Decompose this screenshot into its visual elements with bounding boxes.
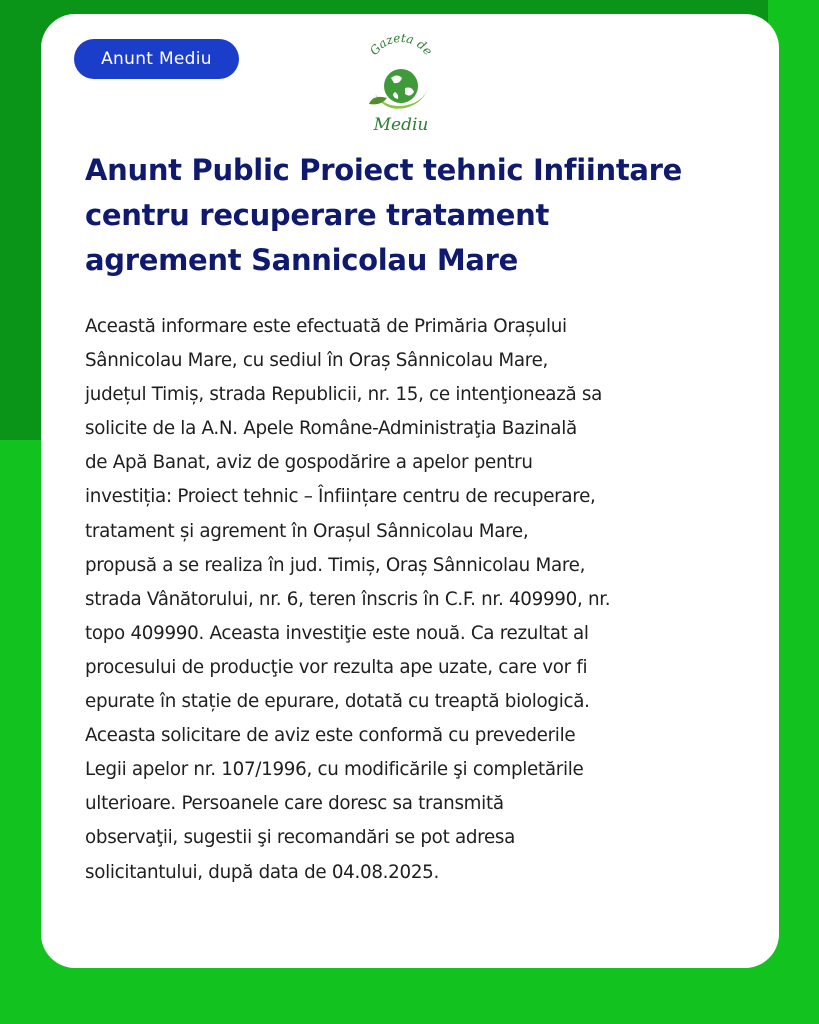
category-badge: Anunt Mediu <box>74 39 239 79</box>
body-line: propusă a se realiza în jud. Timiș, Oraș Sânnicolau Mare, <box>85 554 586 576</box>
body-line: procesului de producţie vor rezulta ape uzate, care vor fi <box>85 656 588 678</box>
svg-text:Gazeta de <box>367 31 435 58</box>
body-line: investiția: Proiect tehnic – Înființare centru de recuperare, <box>85 486 596 508</box>
body-line: tratament și agrement în Orașul Sânnicolau Mare, <box>85 520 529 542</box>
page-title <box>85 148 755 283</box>
body-line: Această informare este efectuată de Primăria Orașului <box>85 316 567 337</box>
logo-text-bottom: Mediu <box>373 115 429 135</box>
body-line: Legii apelor nr. 107/1996, cu modificările şi completările <box>85 759 584 781</box>
body-line: observaţii, sugestii şi recomandări se pot adresa <box>85 827 516 849</box>
body-line: județul Timiș, strada Republicii, nr. 15, ce intenţionează sa <box>85 384 603 406</box>
announcement-body <box>85 310 761 890</box>
title-line: agrement Sannicolau Mare <box>85 243 519 277</box>
body-line: solicitantului, după data de 04.08.2025. <box>85 861 440 883</box>
body-line: Sânnicolau Mare, cu sediul în Oraș Sânnicolau Mare, <box>85 350 549 372</box>
body-line: topo 409990. Aceasta investiţie este nouă. Ca rezultat al <box>85 622 589 644</box>
globe-icon <box>384 69 418 103</box>
body-line: Aceasta solicitare de aviz este conformă cu prevederile <box>85 725 576 747</box>
title-line: centru recuperare tratament <box>85 198 550 232</box>
title-line: Anunt Public Proiect tehnic Infiintare <box>85 153 683 187</box>
logo-text-top: Gazeta de <box>366 30 436 58</box>
gazeta-de-mediu-logo <box>355 28 447 140</box>
announcement-card <box>41 14 779 968</box>
body-line: strada Vânătorului, nr. 6, teren înscris în C.F. nr. 409990, nr. <box>85 588 611 610</box>
body-line: solicite de la A.N. Apele Române-Administraţia Bazinală <box>85 418 577 440</box>
body-line: ulterioare. Persoanele care doresc sa transmită <box>85 793 504 815</box>
body-line: de Apă Banat, aviz de gospodărire a apelor pentru <box>85 452 533 474</box>
body-line: epurate în stație de epurare, dotată cu treaptă biologică. <box>85 691 590 713</box>
